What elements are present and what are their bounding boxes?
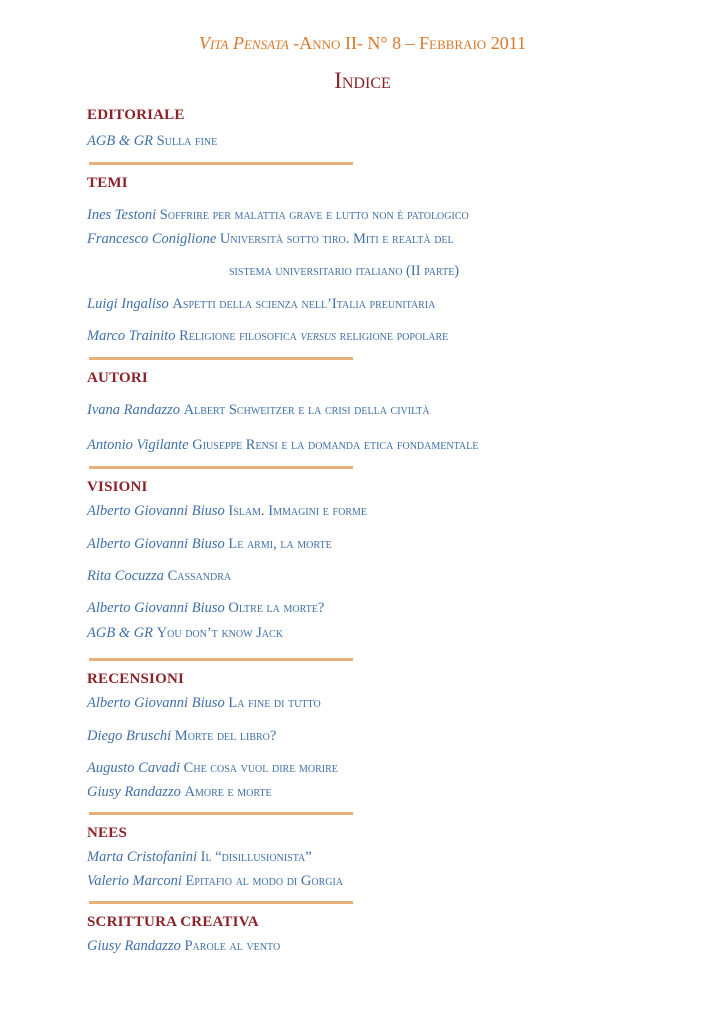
entry-author: Francesco Coniglione	[87, 231, 217, 247]
entry-author: Diego Bruschi	[87, 728, 172, 744]
entry-author: Alberto Giovanni Biuso	[87, 600, 225, 616]
section-divider	[89, 901, 353, 904]
entry-title-continuation: sistema universitario italiano (II parte)	[229, 263, 460, 279]
toc-entry[interactable]	[87, 760, 338, 777]
entry-author: Ines Testoni	[87, 207, 157, 223]
toc-entry[interactable]	[87, 728, 276, 745]
journal-name: Vita Pensata	[198, 33, 289, 53]
entry-title: Soffrire per malattia grave e lutto non è patologico	[159, 207, 469, 223]
toc-entry[interactable]	[87, 695, 321, 712]
entry-title: Epitafio al modo di Gorgia	[185, 873, 344, 889]
entry-author: Alberto Giovanni Biuso	[87, 695, 225, 711]
entry-author: AGB & GR	[87, 133, 154, 149]
entry-author: Luigi Ingaliso	[87, 296, 169, 312]
toc-entry[interactable]	[87, 207, 469, 224]
page-title: Indice	[334, 68, 391, 93]
section-divider	[89, 357, 353, 360]
section-editoriale: EDITORIALE	[87, 107, 185, 123]
entry-author: Marco Trainito	[87, 328, 176, 344]
entry-title: La fine di tutto	[228, 695, 321, 711]
entry-author: Alberto Giovanni Biuso	[87, 503, 225, 519]
entry-title: Morte del libro?	[174, 728, 277, 744]
toc-entry[interactable]	[87, 784, 272, 801]
entry-title: Che cosa vuol dire morire	[183, 760, 338, 776]
section-scrittura-creativa: SCRITTURA CREATIVA	[87, 914, 259, 930]
section-divider	[89, 466, 353, 469]
section-nees: NEES	[87, 825, 127, 841]
toc-entry[interactable]	[87, 231, 454, 248]
section-divider	[89, 812, 353, 815]
entry-title: Giuseppe Rensi e la domanda etica fondamentale	[192, 437, 479, 453]
toc-entry[interactable]	[87, 873, 343, 890]
entry-title-part: Religione filosofica	[179, 328, 301, 344]
toc-entry[interactable]	[87, 568, 231, 585]
entry-author: Giusy Randazzo	[87, 938, 181, 954]
entry-title: Sulla fine	[156, 133, 218, 149]
toc-entry[interactable]	[87, 437, 478, 454]
entry-title: You don’t know Jack	[156, 625, 283, 641]
toc-entry[interactable]	[87, 402, 430, 419]
toc-entry[interactable]	[87, 536, 332, 553]
entry-title: Il “disillusionista”	[200, 849, 312, 865]
section-recensioni: RECENSIONI	[87, 671, 185, 687]
entry-author: Alberto Giovanni Biuso	[87, 536, 225, 552]
entry-author: Ivana Randazzo	[87, 402, 181, 418]
entry-title: Aspetti della scienza nell’Italia preunitaria	[172, 296, 436, 312]
entry-title: Islam. Immagini e forme	[228, 503, 367, 519]
entry-author: Marta Cristofanini	[87, 849, 197, 865]
entry-title	[179, 328, 448, 344]
entry-title-part: religione popolare	[336, 328, 449, 344]
issue-info: Anno II- N° 8 – Febbraio 2011	[299, 33, 527, 53]
toc-entry[interactable]	[87, 849, 312, 866]
toc-entry[interactable]	[87, 938, 280, 955]
entry-author: Rita Cocuzza	[87, 568, 164, 584]
entry-author: Giusy Randazzo	[87, 784, 181, 800]
entry-title: Parole al vento	[184, 938, 281, 954]
journal-header	[0, 33, 725, 54]
section-temi: TEMI	[87, 175, 128, 191]
entry-author: Antonio Vigilante	[87, 437, 189, 453]
entry-title-italic: versus	[300, 328, 337, 344]
section-divider	[89, 658, 353, 661]
entry-author: Augusto Cavadi	[87, 760, 181, 776]
toc-entry[interactable]	[87, 133, 217, 150]
toc-entry[interactable]	[87, 328, 448, 345]
entry-title: Albert Schweitzer e la crisi della civiltà	[183, 402, 430, 418]
toc-entry[interactable]	[87, 503, 367, 520]
entry-author: AGB & GR	[87, 625, 154, 641]
entry-title: Cassandra	[167, 568, 232, 584]
issue-prefix: -	[288, 33, 300, 53]
section-visioni: VISIONI	[87, 479, 148, 495]
entry-author: Valerio Marconi	[87, 873, 182, 889]
section-autori: AUTORI	[87, 370, 148, 386]
toc-entry[interactable]	[87, 296, 435, 313]
section-divider	[89, 162, 353, 165]
entry-title: Università sotto tiro. Miti e realtà del	[219, 231, 454, 247]
entry-title: Oltre la morte?	[228, 600, 325, 616]
entry-title: Amore e morte	[184, 784, 272, 800]
toc-entry[interactable]	[87, 600, 324, 617]
toc-entry[interactable]	[87, 625, 283, 642]
entry-title: Le armi, la morte	[228, 536, 332, 552]
